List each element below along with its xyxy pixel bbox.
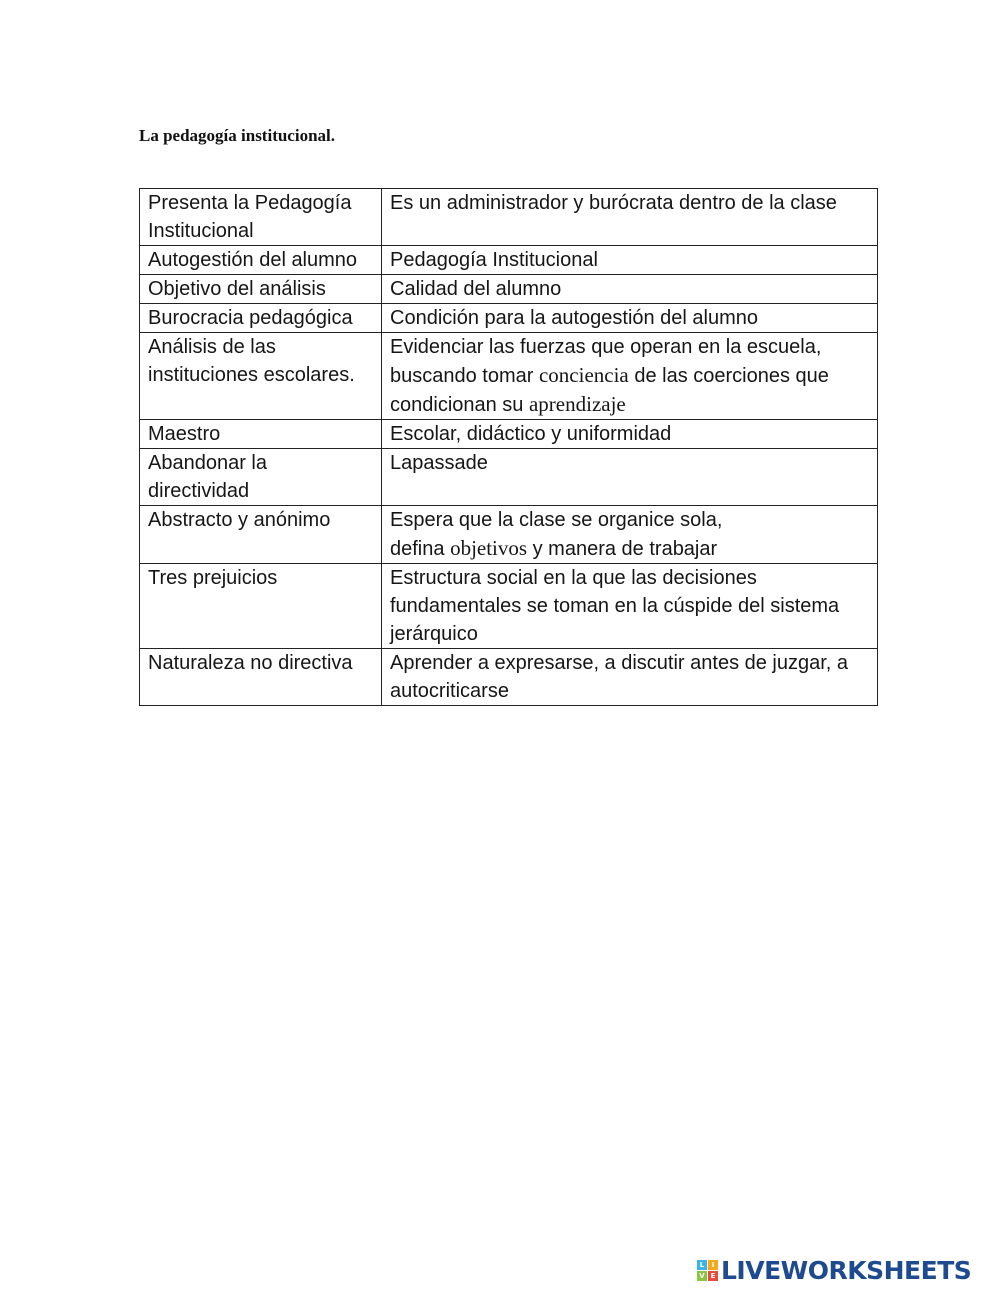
text-fragment: objetivos bbox=[450, 536, 528, 560]
table-row bbox=[140, 189, 878, 246]
table-row bbox=[140, 246, 878, 275]
logo-tile: I bbox=[708, 1260, 718, 1270]
text-fragment: Evidenciar las fuerzas que operan en la escuela, buscando tomar bbox=[390, 336, 822, 387]
text-fragment: aprendizaje bbox=[528, 392, 626, 416]
table-row bbox=[140, 506, 878, 564]
definition-cell: Es un administrador y burócrata dentro de la clase bbox=[382, 189, 878, 246]
definition-cell: Aprender a expresarse, a discutir antes de juzgar, a autocriticarse bbox=[382, 649, 878, 706]
text-fragment: Espera que la clase se organice sola, bbox=[390, 509, 723, 531]
matching-table bbox=[139, 188, 878, 706]
term-cell: Análisis de las instituciones escolares. bbox=[140, 333, 382, 420]
logo-icon bbox=[697, 1260, 718, 1281]
page-title: La pedagogía institucional. bbox=[139, 126, 336, 145]
logo-tile: V bbox=[697, 1271, 707, 1281]
definition-cell: Lapassade bbox=[382, 449, 878, 506]
table-row bbox=[140, 304, 878, 333]
definition-cell: Calidad del alumno bbox=[382, 275, 878, 304]
logo-tile: E bbox=[708, 1271, 718, 1281]
table-row bbox=[140, 449, 878, 506]
term-cell: Presenta la Pedagogía Institucional bbox=[140, 189, 382, 246]
text-fragment: y manera de trabajar bbox=[527, 538, 718, 560]
logo-tile: L bbox=[697, 1260, 707, 1270]
term-cell: Abandonar la directividad bbox=[140, 449, 382, 506]
definition-cell bbox=[382, 506, 878, 564]
liveworksheets-logo[interactable] bbox=[697, 1255, 971, 1285]
text-fragment: de las coerciones que condicionan su bbox=[390, 365, 829, 416]
definition-cell: Estructura social en la que las decisiones fundamentales se toman en la cúspide del sistema jerárquico bbox=[382, 564, 878, 649]
definition-cell: Escolar, didáctico y uniformidad bbox=[382, 420, 878, 449]
text-fragment: defina bbox=[390, 538, 451, 560]
term-cell: Burocracia pedagógica bbox=[140, 304, 382, 333]
table-row bbox=[140, 420, 878, 449]
table-row bbox=[140, 564, 878, 649]
text-fragment: conciencia bbox=[538, 363, 629, 387]
term-cell: Abstracto y anónimo bbox=[140, 506, 382, 564]
term-cell: Tres prejuicios bbox=[140, 564, 382, 649]
term-cell: Naturaleza no directiva bbox=[140, 649, 382, 706]
table-row bbox=[140, 333, 878, 420]
term-cell: Objetivo del análisis bbox=[140, 275, 382, 304]
brand-name: LIVEWORKSHEETS bbox=[721, 1255, 972, 1285]
definition-cell: Condición para la autogestión del alumno bbox=[382, 304, 878, 333]
table-row bbox=[140, 649, 878, 706]
term-cell: Maestro bbox=[140, 420, 382, 449]
table-row bbox=[140, 275, 878, 304]
term-cell: Autogestión del alumno bbox=[140, 246, 382, 275]
definition-cell: Pedagogía Institucional bbox=[382, 246, 878, 275]
definition-cell bbox=[382, 333, 878, 420]
